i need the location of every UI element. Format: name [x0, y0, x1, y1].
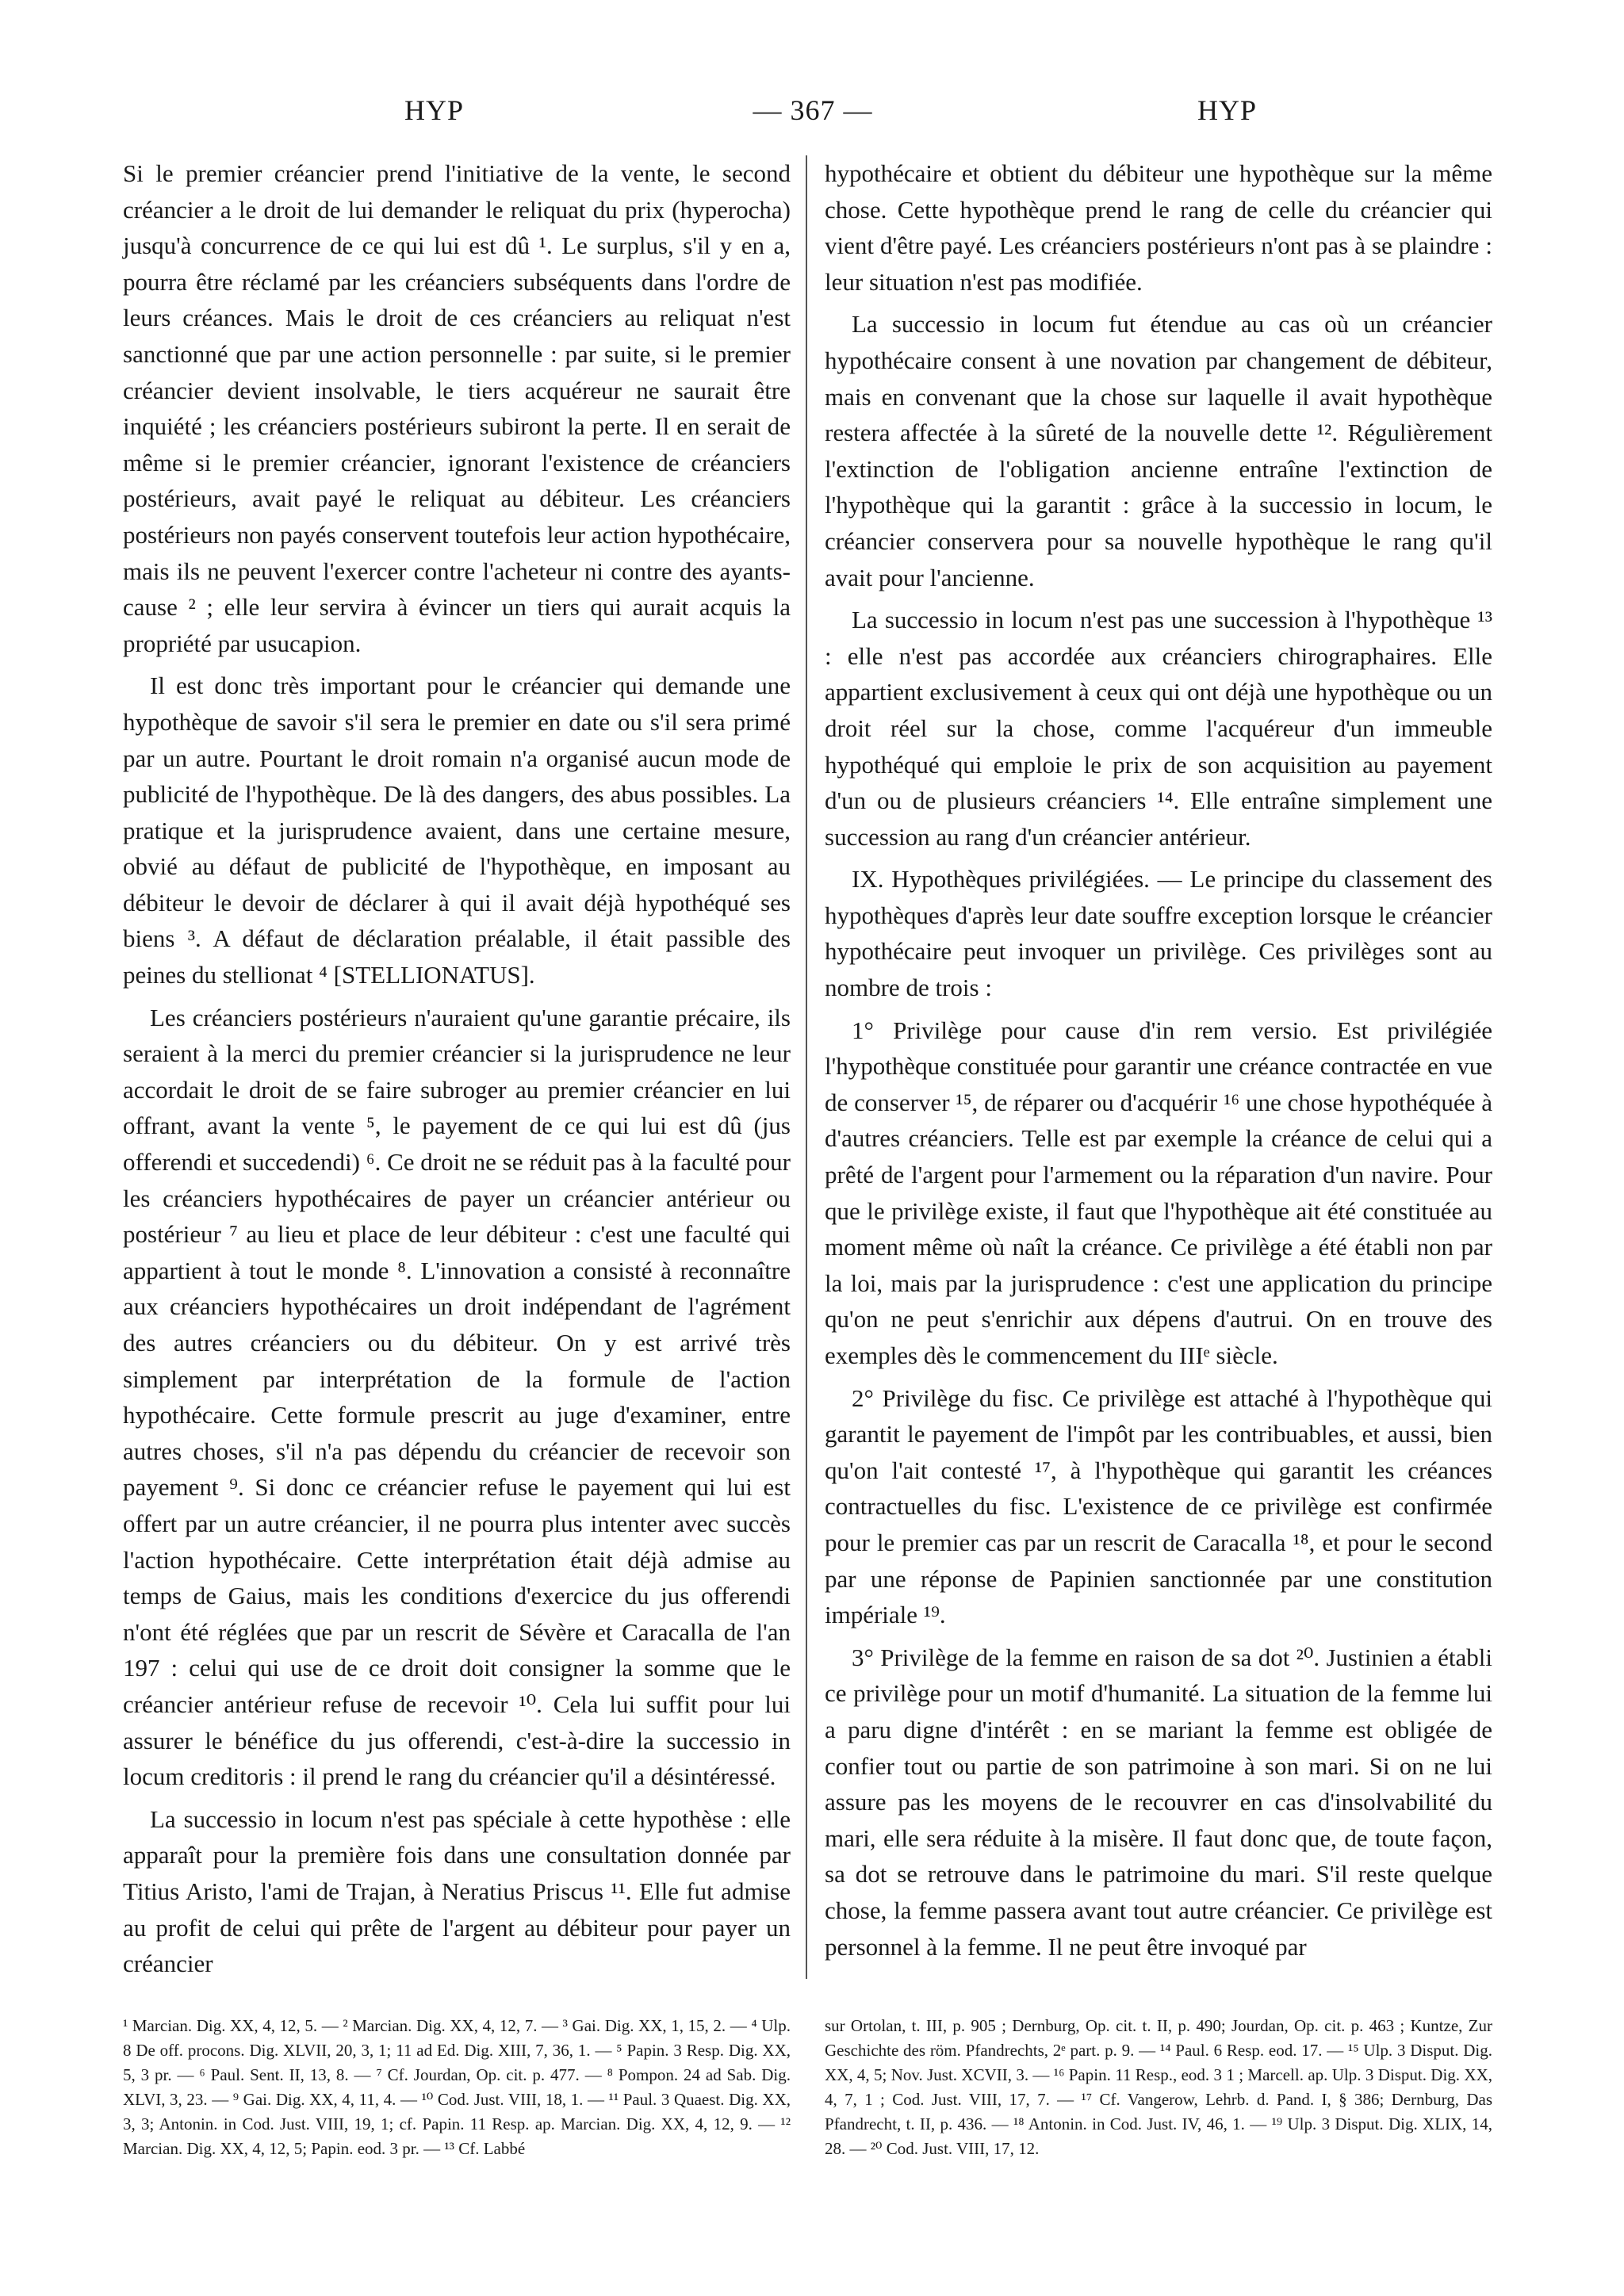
left-column: [123, 155, 791, 1988]
footnotes-left: ¹ Marcian. Dig. XX, 4, 12, 5. — ² Marcian. Dig. XX, 4, 12, 7. — ³ Gai. Dig. XX, 1, 15, 2. — ⁴ Ulp. 8 De off. procons. Dig. XLVII, 20, 3, 1; 11 ad Ed. Dig. XIII, 7, 36, 1. — ⁵ Papin. 3 Resp. Dig. XX, 5, 3 pr. — ⁶ Paul. Sent. II, 13, 8. — ⁷ Cf. Jourdan, Op. cit. p. 477. — ⁸ Pompon. 24 ad Sab. Dig. XLVI, 3, 23. — ⁹ Gai. Dig. XX, 4, 11, 4. — ¹⁰ Cod. Just. VIII, 18, 1. — ¹¹ Paul. 3 Quaest. Dig. XX, 3, 3; Antonin. in Cod. Just. VIII, 19, 1; cf. Papin. 11 Resp. ap. Marcian. Dig. XX, 4, 12, 9. — ¹² Marcian. Dig. XX, 4, 12, 5; Papin. eod. 3 pr. — ¹³ Cf. Labbé: [123, 2016, 791, 2158]
running-header: [123, 94, 1503, 141]
header-right: HYP: [1197, 94, 1258, 126]
paragraph: 1° Privilège pour cause d'in rem versio. Est privilégiée l'hypothèque constituée pour garantir une créance contractée en vue de conserver ¹⁵, de réparer ou d'acquérir ¹⁶ une chose hypothéquée à d'autres créanciers. Telle est par exemple la créance de celui qui a prêté de l'argent pour l'armement ou la réparation d'un navire. Pour que le privilège existe, il faut que l'hypothèque ait été constituée au moment même où naît la créance. Ce privilège a été établi non par la loi, mais par la jurisprudence : c'est une application du principe qu'on ne peut s'enrichir aux dépens d'autrui. On en trouve des exemples dès le commencement du IIIᵉ siècle.: [825, 1016, 1492, 1369]
paragraph: Les créanciers postérieurs n'auraient qu'une garantie précaire, ils seraient à la merci du premier créancier si la jurisprudence ne leur accordait le droit de se faire subroger au premier créancier en lui offrant, avant la vente ⁵, le payement de ce qui lui est dû (jus offerendi et succedendi) ⁶. Ce droit ne se réduit pas à la faculté pour les créanciers hypothécaires de payer un créancier antérieur ou postérieur ⁷ au lieu et place de leur débiteur : c'est une faculté qui appartient à tout le monde ⁸. L'innovation a consisté à reconnaître aux créanciers hypothécaires un droit indépendant de l'agrément des autres créanciers ou du débiteur. On y est arrivé très simplement par interprétation de la formule de l'action hypothécaire. Cette formule prescrit au juge d'examiner, entre autres choses, s'il n'a pas dépendu du créancier de recevoir son payement ⁹. Si donc ce créancier refuse le payement qui lui est offert par un autre créancier, il ne pourra plus intenter avec succès l'action hypothécaire. Cette interprétation était déjà admise au temps de Gaius, mais les conditions d'exercice du jus offerendi n'ont été réglées que par un rescrit de Sévère et Caracalla de l'an 197 : celui qui use de ce droit doit consigner la somme que le créancier antérieur refuse de recevoir ¹⁰. Cela lui suffit pour lui assurer le bénéfice du jus offerendi, c'est-à-dire la successio in locum creditoris : il prend le rang du créancier qu'il a désintéressé.: [123, 1003, 791, 1791]
paragraph: 2° Privilège du fisc. Ce privilège est attaché à l'hypothèque qui garantit le payement de l'impôt par les contribuables, et aussi, bien qu'on l'ait contesté ¹⁷, à l'hypothèque qui garantit les créances contractuelles du fisc. L'existence de ce privilège est confirmée pour le premier cas par un rescrit de Caracalla ¹⁸, et pour le second par une réponse de Papinien sanctionnée par une constitution impériale ¹⁹.: [825, 1383, 1492, 1629]
header-left: HYP: [404, 94, 465, 126]
paragraph: La successio in locum n'est pas spéciale à cette hypothèse : elle apparaît pour la première fois dans une consultation donnée par Titius Aristo, l'ami de Trajan, à Neratius Priscus ¹¹. Elle fut admise au profit de celui qui prête de l'argent au débiteur pour payer un créancier: [123, 1804, 791, 1978]
page-number: — 367 —: [753, 94, 873, 126]
footnotes-right: sur Ortolan, t. III, p. 905 ; Dernburg, Op. cit. t. II, p. 490; Jourdan, Op. cit. p. 463 ; Kuntze, Zur Geschichte des röm. Pfandrechts, 2ᵉ part. p. 9. — ¹⁴ Paul. 6 Resp. eod. 17. — ¹⁵ Ulp. 3 Disput. Dig. XX, 4, 5; Nov. Just. XCVII, 3. — ¹⁶ Papin. 11 Resp., eod. 3 1 ; Marcell. ap. Ulp. 3 Disput. Dig. XX, 4, 7, 1 ; Cod. Just. VIII, 17, 7. — ¹⁷ Cf. Vangerow, Lehrb. d. Pand. I, § 386; Dernburg, Das Pfandrecht, t. II, p. 436. — ¹⁸ Antonin. in Cod. Just. IV, 46, 1. — ¹⁹ Ulp. 3 Disput. Dig. XLIX, 14, 28. — ²⁰ Cod. Just. VIII, 17, 12.: [825, 2016, 1492, 2158]
paragraph: 3° Privilège de la femme en raison de sa dot ²⁰. Justinien a établi ce privilège pour un motif d'humanité. La situation de la femme lui a paru digne d'intérêt : en se mariant la femme est obligée de confier tout ou partie de son patrimoine à son mari. Si on ne lui assure pas les moyens de le recouvrer en cas d'insolvabilité du mari, elle sera réduite à la misère. Il faut donc que, de toute façon, sa dot se retrouve dans le patrimoine du mari. S'il reste quelque chose, la femme passera avant tout autre créancier. Ce privilège est personnel à la femme. Il ne peut être invoqué par: [825, 1643, 1492, 1961]
paragraph: La successio in locum n'est pas une succession à l'hypothèque ¹³ : elle n'est pas accordée aux créanciers chirographaires. Elle appartient exclusivement à ceux qui ont déjà une hypothèque ou un droit réel sur la chose, comme l'acquéreur d'un immeuble hypothéqué qui emploie le prix de son acquisition au payement d'un ou de plusieurs créanciers ¹⁴. Elle entraîne simplement une succession au rang d'un créancier antérieur.: [825, 606, 1492, 851]
paragraph: Si le premier créancier prend l'initiative de la vente, le second créancier a le droit de lui demander le reliquat du prix (hyperocha) jusqu'à concurrence de ce qui lui est dû ¹. Le surplus, s'il y en a, pourra être réclamé par les créanciers subséquents dans l'ordre de leurs créances. Mais le droit de ces créanciers au reliquat n'est sanctionné que par une action personnelle : par suite, si le premier créancier devient insolvable, le tiers acquéreur ne saurait être inquiété ; les créanciers postérieurs subiront la perte. Il en serait de même si le premier créancier, ignorant l'existence de créanciers postérieurs, avait payé le reliquat au débiteur. Les créanciers postérieurs non payés conservent toutefois leur action hypothécaire, mais ils ne peuvent l'exercer contre l'acheteur ni contre des ayants-cause ² ; elle leur servira à évincer un tiers qui aurait acquis la propriété par usucapion.: [123, 159, 791, 657]
paragraph: hypothécaire et obtient du débiteur une hypothèque sur la même chose. Cette hypothèque prend le rang de celle du créancier qui vient d'être payé. Les créanciers postérieurs n'ont pas à se plaindre : leur situation n'est pas modifiée.: [825, 159, 1492, 296]
column-divider: [806, 155, 807, 1979]
paragraph: IX. Hypothèques privilégiées. — Le principe du classement des hypothèques d'après leur date souffre exception lorsque le créancier hypothécaire peut invoquer un privilège. Ces privilèges sont au nombre de trois :: [825, 865, 1492, 1002]
paragraph: Il est donc très important pour le créancier qui demande une hypothèque de savoir s'il sera le premier en date ou s'il sera primé par un autre. Pourtant le droit romain n'a organisé aucun mode de publicité de l'hypothèque. De là des dangers, des abus possibles. La pratique et la jurisprudence avaient, dans une certaine mesure, obvié au défaut de publicité de l'hypothèque, en imposant au débiteur le devoir de déclarer à qui il avait déjà hypothéqué ses biens ³. A défaut de déclaration préalable, il était passible des peines du stellionat ⁴ [STELLIONATUS].: [123, 672, 791, 989]
right-column: [825, 155, 1492, 1971]
paragraph: La successio in locum fut étendue au cas où un créancier hypothécaire consent à une novation par changement de débiteur, mais en convenant que la chose sur laquelle il avait hypothèque restera affectée à la sûreté de la nouvelle dette ¹². Régulièrement l'extinction de l'obligation ancienne entraîne l'extinction de l'hypothèque qui la garantit : grâce à la successio in locum, le créancier conservera pour sa nouvelle hypothèque le rang qu'il avait pour l'ancienne.: [825, 310, 1492, 591]
